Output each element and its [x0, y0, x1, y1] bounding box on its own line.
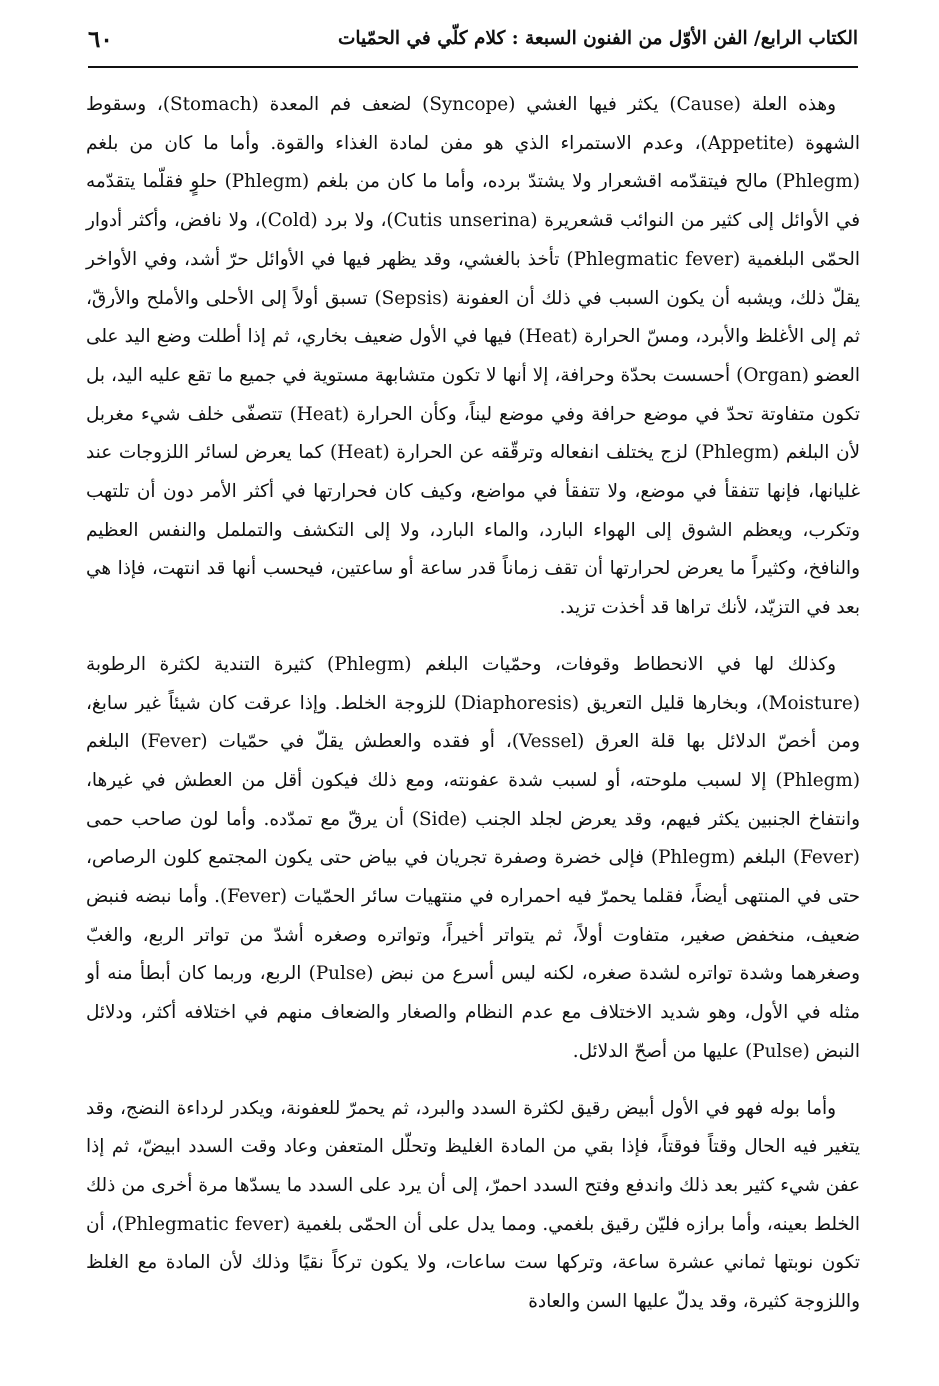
paragraph: وهذه العلة (Cause) يكثر فيها الغشي (Syncope) لضعف فم المعدة (Stomach)، وسقوط الشهوة (Appetite)، وعدم الاستمراء الذي هو مفن لمادة الغذاء والقوة. وأما ما كان من بلغم (Phlegm) مالح فيتقدّمه اقشعرار ولا يشتدّ برده، وأما ما كان من بلغم (Phlegm) حلوٍ فقلّما يتقدّمه في الأوائل إلى كثير من النوائب قشعريرة (Cutis unserina)، ولا برد (Cold)، ولا نافض، وأكثر أدوار الحمّى البلغمية (Phlegmatic fever) تأخذ بالغشي، وقد يظهر فيها في الأوائل حرّ أشد، وفي الأواخر يقلّ ذلك، ويشبه أن يكون السبب في ذلك أن العفونة (Sepsis) تسبق أولاً إلى الأحلى والأملح والأرقّ، ثم إلى الأغلظ والأبرد، ومسّ الحرارة (Heat) فيها في الأول ضعيف بخاري، ثم إذا أطلت وضع اليد على العضو (Organ) أحسست بحدّة وحرافة، إلا أنها لا تكون متشابهة مستوية في جميع ما تقع عليه اليد، بل تكون متفاوتة تحدّ في موضع حرافة وفي موضع ليناً، وكأن الحرارة (Heat) تتصفّى خلف شيء مغربل لأن البلغم (Phlegm) لزج يختلف انفعاله وترقّقه عن الحرارة (Heat) كما يعرض لسائر اللزوجات عند غليانها، فإنها تتفقأ في موضع، ولا تتفقأ في مواضع، وكيف كان فحرارتها في أكثر الأمر دون أن تلتهب وتكرب، ويعظم الشوق إلى الهواء البارد، والماء البارد، ولا إلى التكشف والتململ والنفس العظيم والنافخ، وكثيراً ما يعرض لحرارتها أن تقف زماناً قدر ساعة أو ساعتين، فيحسب أنها قد انتهت، فإذا هي بعد في التزيّد، لأنك تراها قد أخذت تزيد.: [86, 94, 861, 619]
paragraph: وأما بوله فهو في الأول أبيض رقيق لكثرة السدد والبرد، ثم يحمرّ للعفونة، ويكدر لرداءة النضج، وقد يتغير فيه الحال وقتاً فوقتاً، فإذا بقي من المادة الغليظ وتحلّل المتعفن وعاد وقت السدد ابيضّ، ثم إذا عفن شيء كثير بعد ذلك واندفع وفتح السدد احمرّ، إلى أن يرد على السدد ما يسدّها مرة أخرى من ذلك الخلط بعينه، وأما برازه فليّن رقيق بلغمي. ومما يدل على أن الحمّى بلغمية (Phlegmatic fever)، أن تكون نوبتها ثماني عشرة ساعة، وتركها ست ساعات، ولا يكون تركاً نقيًا وذلك لأن المادة مع الغلظ واللزوجة كثيرة، وقد يدلّ عليها السن والعادة: [86, 1097, 860, 1313]
body-text: [86, 86, 860, 1322]
paragraph: وكذلك لها في الانحطاط وقوفات، وحمّيات البلغم (Phlegm) كثيرة التندية لكثرة الرطوبة (Moisture)، وبخارها قليل التعريق (Diaphoresis) للزوجة الخلط. وإذا عرقت كان شيئاً غير سابغ، ومن أخصّ الدلائل بها قلة العرق (Vessel)، أو فقده والعطش يقلّ في حمّيات (Fever) البلغم (Phlegm) إلا لسبب ملوحته، أو لسبب شدة عفونته، ومع ذلك فيكون أقل من العطش في غيرها، وانتفاخ الجنبين يكثر فيهم، وقد يعرض لجلد الجنب (Side) أن يرقّ مع تمدّده. وأما لون صاحب حمى (Fever) البلغم (Phlegm) فإلى خضرة وصفرة تجريان في بياض حتى يكون المجتمع كلون الرصاص، حتى في المنتهى أيضاً، فقلما يحمرّ فيه احمراره في منتهيات سائر الحمّيات (Fever). وأما نبضه فنبض ضعيف، منخفض صغير، متفاوت أولاً، ثم يتواتر أخيراً، وتواتره وصغره أشدّ من تواتر الربع، والغبّ وصغرهما وشدة تواتره لشدة صغره، لكنه ليس أسرع من نبض (Pulse) الربع، وربما كان أبطأ منه أو مثله في الأول، وهو شديد الاختلاف مع عدم النظام والصغار والضعاف منهم في اختلافه أكثر، ودلائل النبض (Pulse) عليها من أصحّ الدلائل.: [86, 653, 860, 1062]
running-title: الكتاب الرابع/ الفن الأوّل من الفنون السبعة : كلام كلّي في الحمّيات: [338, 28, 858, 49]
page-number: ٦٠: [88, 26, 113, 53]
page-header: [88, 22, 858, 68]
